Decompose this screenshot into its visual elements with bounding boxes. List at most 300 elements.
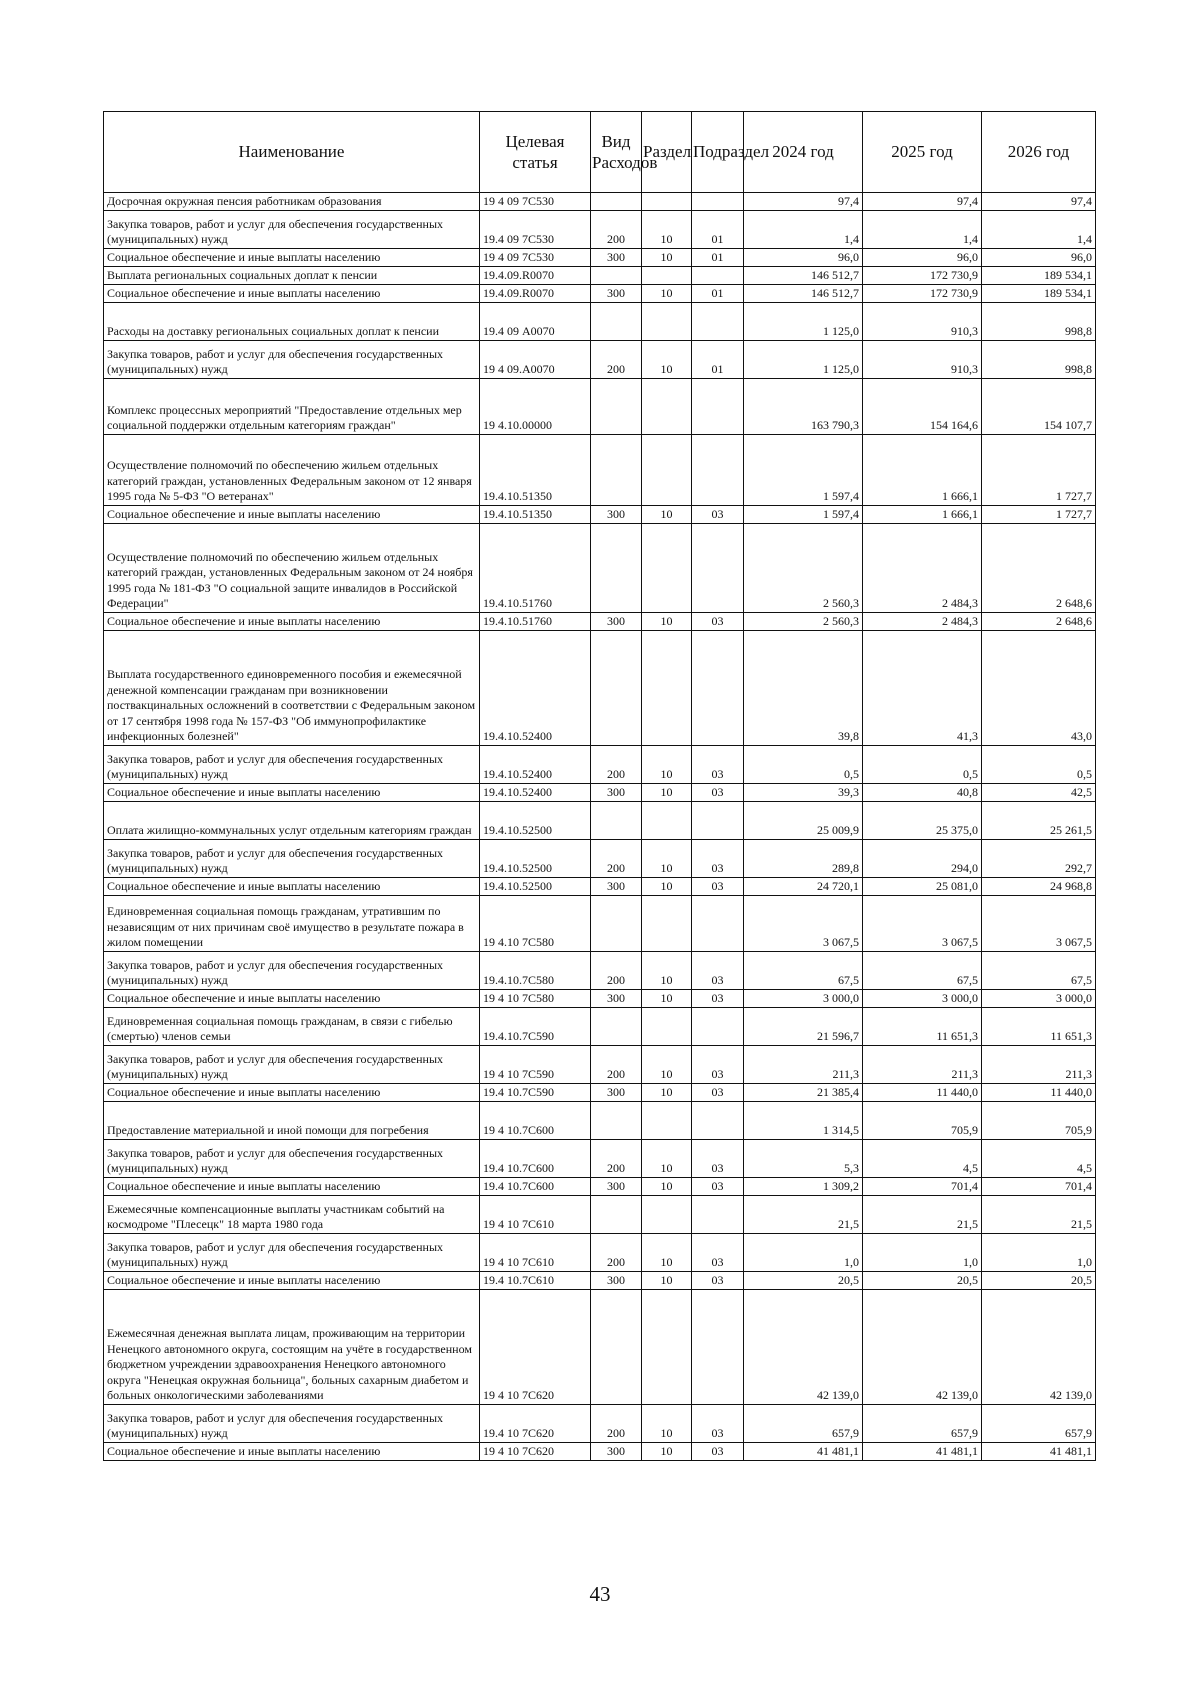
cell-2024: 97,4 <box>744 193 863 211</box>
cell-section: 10 <box>642 840 692 878</box>
cell-target-article: 19.4 09 А0070 <box>480 303 591 341</box>
cell-2026: 154 107,7 <box>982 379 1096 435</box>
cell-section: 10 <box>642 1405 692 1443</box>
table-row <box>104 249 1096 267</box>
cell-2024: 1 125,0 <box>744 341 863 379</box>
cell-2025: 705,9 <box>863 1102 982 1140</box>
cell-2026: 1 727,7 <box>982 435 1096 506</box>
cell-name: Выплата региональных социальных доплат к пенсии <box>104 267 480 285</box>
cell-expense-type <box>591 267 642 285</box>
table-row <box>104 506 1096 524</box>
cell-section: 10 <box>642 1140 692 1178</box>
cell-2025: 25 375,0 <box>863 802 982 840</box>
cell-2024: 211,3 <box>744 1046 863 1084</box>
cell-section <box>642 631 692 746</box>
table-row <box>104 1178 1096 1196</box>
table-row <box>104 1234 1096 1272</box>
cell-expense-type: 300 <box>591 990 642 1008</box>
cell-2025: 154 164,6 <box>863 379 982 435</box>
cell-name: Закупка товаров, работ и услуг для обеспечения государственных (муниципальных) нужд <box>104 1140 480 1178</box>
cell-target-article: 19 4 10 7С610 <box>480 1234 591 1272</box>
table-row <box>104 1196 1096 1234</box>
cell-target-article: 19.4.10.51350 <box>480 506 591 524</box>
cell-2026: 43,0 <box>982 631 1096 746</box>
cell-target-article: 19.4.10.52400 <box>480 784 591 802</box>
cell-section: 10 <box>642 1178 692 1196</box>
cell-2025: 172 730,9 <box>863 267 982 285</box>
cell-name: Закупка товаров, работ и услуг для обеспечения государственных (муниципальных) нужд <box>104 341 480 379</box>
cell-expense-type: 200 <box>591 341 642 379</box>
cell-name: Социальное обеспечение и иные выплаты населению <box>104 1272 480 1290</box>
table-row <box>104 1272 1096 1290</box>
cell-target-article: 19.4 10.7С590 <box>480 1084 591 1102</box>
cell-expense-type: 300 <box>591 878 642 896</box>
cell-2025: 11 651,3 <box>863 1008 982 1046</box>
cell-target-article: 19 4 09.А0070 <box>480 341 591 379</box>
cell-target-article: 19 4 10 7С610 <box>480 1196 591 1234</box>
header-row <box>104 112 1096 193</box>
cell-2024: 1 314,5 <box>744 1102 863 1140</box>
cell-subsection: 03 <box>692 878 744 896</box>
cell-name: Ежемесячные компенсационные выплаты участникам событий на космодроме "Плесецк" 18 марта 1980 года <box>104 1196 480 1234</box>
cell-target-article: 19.4 09 7С530 <box>480 211 591 249</box>
cell-name: Осуществление полномочий по обеспечению жильем отдельных категорий граждан, установленных Федеральным законом от 12 января 1995 года № 5-ФЗ "О ветеранах" <box>104 435 480 506</box>
cell-2025: 2 484,3 <box>863 524 982 613</box>
cell-name: Социальное обеспечение и иные выплаты населению <box>104 784 480 802</box>
cell-2024: 146 512,7 <box>744 267 863 285</box>
table-row <box>104 211 1096 249</box>
cell-2024: 0,5 <box>744 746 863 784</box>
cell-name: Социальное обеспечение и иные выплаты населению <box>104 878 480 896</box>
cell-subsection <box>692 802 744 840</box>
cell-expense-type <box>591 193 642 211</box>
cell-expense-type <box>591 379 642 435</box>
cell-name: Социальное обеспечение и иные выплаты населению <box>104 285 480 303</box>
table-row <box>104 613 1096 631</box>
cell-2025: 910,3 <box>863 341 982 379</box>
cell-2025: 910,3 <box>863 303 982 341</box>
cell-section <box>642 896 692 952</box>
cell-target-article: 19 4.10 7С580 <box>480 896 591 952</box>
cell-name: Оплата жилищно-коммунальных услуг отдельным категориям граждан <box>104 802 480 840</box>
header-2025: 2025 год <box>863 112 982 193</box>
cell-expense-type <box>591 1102 642 1140</box>
cell-2024: 42 139,0 <box>744 1290 863 1405</box>
cell-2024: 1,4 <box>744 211 863 249</box>
cell-2026: 20,5 <box>982 1272 1096 1290</box>
cell-subsection <box>692 1008 744 1046</box>
header-section: Раздел <box>642 112 692 193</box>
cell-subsection: 03 <box>692 1234 744 1272</box>
cell-section: 10 <box>642 341 692 379</box>
cell-subsection: 03 <box>692 506 744 524</box>
cell-expense-type: 200 <box>591 1234 642 1272</box>
cell-2026: 11 651,3 <box>982 1008 1096 1046</box>
table-row <box>104 896 1096 952</box>
cell-2024: 21 596,7 <box>744 1008 863 1046</box>
cell-expense-type <box>591 303 642 341</box>
cell-2024: 146 512,7 <box>744 285 863 303</box>
cell-2025: 294,0 <box>863 840 982 878</box>
cell-expense-type <box>591 802 642 840</box>
cell-target-article: 19.4.10.52500 <box>480 802 591 840</box>
cell-target-article: 19.4.10.52500 <box>480 878 591 896</box>
page-number: 43 <box>589 1582 611 1606</box>
cell-subsection <box>692 1290 744 1405</box>
cell-expense-type: 200 <box>591 840 642 878</box>
table-row <box>104 746 1096 784</box>
cell-name: Досрочная окружная пенсия работникам образования <box>104 193 480 211</box>
cell-target-article: 19 4 10 7С620 <box>480 1290 591 1405</box>
table-row <box>104 1084 1096 1102</box>
cell-section: 10 <box>642 784 692 802</box>
cell-target-article: 19.4 10.7С600 <box>480 1178 591 1196</box>
cell-section: 10 <box>642 249 692 267</box>
cell-name: Закупка товаров, работ и услуг для обеспечения государственных (муниципальных) нужд <box>104 1405 480 1443</box>
cell-2024: 24 720,1 <box>744 878 863 896</box>
cell-expense-type <box>591 435 642 506</box>
cell-2026: 1,4 <box>982 211 1096 249</box>
table-row <box>104 267 1096 285</box>
cell-2024: 2 560,3 <box>744 613 863 631</box>
header-subsection: Подраздел <box>692 112 744 193</box>
cell-expense-type <box>591 1008 642 1046</box>
cell-section: 10 <box>642 613 692 631</box>
cell-2025: 40,8 <box>863 784 982 802</box>
header-2024: 2024 год <box>744 112 863 193</box>
cell-target-article: 19.4 10 7С620 <box>480 1405 591 1443</box>
cell-expense-type <box>591 524 642 613</box>
cell-target-article: 19 4 09 7С530 <box>480 249 591 267</box>
cell-2025: 1 666,1 <box>863 506 982 524</box>
cell-section <box>642 267 692 285</box>
cell-2025: 20,5 <box>863 1272 982 1290</box>
cell-expense-type: 200 <box>591 1140 642 1178</box>
cell-target-article: 19 4 09 7С530 <box>480 193 591 211</box>
cell-2026: 3 000,0 <box>982 990 1096 1008</box>
table-row <box>104 840 1096 878</box>
table-row <box>104 878 1096 896</box>
table-row <box>104 1140 1096 1178</box>
cell-section: 10 <box>642 506 692 524</box>
cell-expense-type: 300 <box>591 506 642 524</box>
cell-2025: 21,5 <box>863 1196 982 1234</box>
cell-name: Социальное обеспечение и иные выплаты населению <box>104 1178 480 1196</box>
cell-2026: 42 139,0 <box>982 1290 1096 1405</box>
cell-2026: 1,0 <box>982 1234 1096 1272</box>
cell-subsection <box>692 631 744 746</box>
cell-2025: 701,4 <box>863 1178 982 1196</box>
cell-subsection: 03 <box>692 1443 744 1461</box>
cell-section <box>642 1290 692 1405</box>
header-article: Целевая статья <box>480 112 591 193</box>
cell-name: Комплекс процессных мероприятий "Предоставление отдельных мер социальной поддержки отдельным категориям граждан" <box>104 379 480 435</box>
cell-expense-type: 200 <box>591 952 642 990</box>
cell-name: Социальное обеспечение и иные выплаты населению <box>104 613 480 631</box>
cell-section <box>642 1102 692 1140</box>
cell-2026: 701,4 <box>982 1178 1096 1196</box>
cell-subsection: 03 <box>692 1046 744 1084</box>
cell-2024: 2 560,3 <box>744 524 863 613</box>
cell-subsection: 03 <box>692 746 744 784</box>
cell-subsection: 01 <box>692 285 744 303</box>
table-row <box>104 379 1096 435</box>
cell-subsection: 03 <box>692 784 744 802</box>
cell-2025: 96,0 <box>863 249 982 267</box>
cell-expense-type: 300 <box>591 1272 642 1290</box>
cell-name: Социальное обеспечение и иные выплаты населению <box>104 249 480 267</box>
cell-2026: 67,5 <box>982 952 1096 990</box>
cell-subsection: 03 <box>692 1178 744 1196</box>
cell-target-article: 19.4.10.51760 <box>480 613 591 631</box>
cell-target-article: 19 4.10.00000 <box>480 379 591 435</box>
cell-2026: 41 481,1 <box>982 1443 1096 1461</box>
table-row <box>104 435 1096 506</box>
cell-expense-type: 300 <box>591 1084 642 1102</box>
cell-subsection: 01 <box>692 211 744 249</box>
cell-target-article: 19.4.09.R0070 <box>480 285 591 303</box>
cell-section: 10 <box>642 1046 692 1084</box>
cell-target-article: 19 4 10 7С590 <box>480 1046 591 1084</box>
cell-2026: 0,5 <box>982 746 1096 784</box>
cell-subsection: 03 <box>692 1084 744 1102</box>
cell-name: Социальное обеспечение и иные выплаты населению <box>104 506 480 524</box>
cell-name: Социальное обеспечение и иные выплаты населению <box>104 990 480 1008</box>
cell-section: 10 <box>642 878 692 896</box>
cell-subsection: 03 <box>692 1140 744 1178</box>
cell-2024: 96,0 <box>744 249 863 267</box>
cell-subsection: 03 <box>692 613 744 631</box>
cell-2024: 21 385,4 <box>744 1084 863 1102</box>
cell-2025: 42 139,0 <box>863 1290 982 1405</box>
cell-expense-type: 300 <box>591 1178 642 1196</box>
table-row <box>104 303 1096 341</box>
table-row <box>104 1405 1096 1443</box>
cell-2026: 998,8 <box>982 341 1096 379</box>
cell-subsection <box>692 1102 744 1140</box>
cell-section <box>642 379 692 435</box>
cell-section: 10 <box>642 990 692 1008</box>
cell-name: Закупка товаров, работ и услуг для обеспечения государственных (муниципальных) нужд <box>104 840 480 878</box>
cell-2025: 2 484,3 <box>863 613 982 631</box>
cell-section <box>642 524 692 613</box>
cell-2026: 211,3 <box>982 1046 1096 1084</box>
cell-2025: 1,0 <box>863 1234 982 1272</box>
cell-2024: 39,3 <box>744 784 863 802</box>
cell-2024: 1 597,4 <box>744 435 863 506</box>
cell-expense-type: 300 <box>591 613 642 631</box>
cell-2025: 0,5 <box>863 746 982 784</box>
cell-expense-type: 300 <box>591 1443 642 1461</box>
cell-2024: 1 125,0 <box>744 303 863 341</box>
cell-section: 10 <box>642 211 692 249</box>
cell-2024: 39,8 <box>744 631 863 746</box>
cell-2025: 3 000,0 <box>863 990 982 1008</box>
cell-name: Закупка товаров, работ и услуг для обеспечения государственных (муниципальных) нужд <box>104 952 480 990</box>
cell-target-article: 19.4 10.7С600 <box>480 1140 591 1178</box>
cell-2026: 4,5 <box>982 1140 1096 1178</box>
cell-2025: 211,3 <box>863 1046 982 1084</box>
cell-target-article: 19.4.10.52400 <box>480 631 591 746</box>
cell-2024: 163 790,3 <box>744 379 863 435</box>
cell-target-article: 19.4 10.7С610 <box>480 1272 591 1290</box>
cell-2024: 1 597,4 <box>744 506 863 524</box>
cell-2026: 292,7 <box>982 840 1096 878</box>
cell-name: Единовременная социальная помощь гражданам, в связи с гибелью (смертью) членов семьи <box>104 1008 480 1046</box>
cell-target-article: 19 4 10.7С600 <box>480 1102 591 1140</box>
cell-2025: 97,4 <box>863 193 982 211</box>
cell-expense-type: 200 <box>591 1405 642 1443</box>
cell-target-article: 19.4.10.51760 <box>480 524 591 613</box>
cell-section <box>642 802 692 840</box>
cell-name: Социальное обеспечение и иные выплаты населению <box>104 1443 480 1461</box>
cell-subsection: 03 <box>692 1272 744 1290</box>
cell-2024: 5,3 <box>744 1140 863 1178</box>
cell-2025: 1 666,1 <box>863 435 982 506</box>
cell-name: Осуществление полномочий по обеспечению жильем отдельных категорий граждан, установленных Федеральным законом от 24 ноября 1995 года № 181-ФЗ "О социальной защите инвалидов в Российской Федерации" <box>104 524 480 613</box>
table-row <box>104 631 1096 746</box>
cell-subsection <box>692 1196 744 1234</box>
cell-2025: 67,5 <box>863 952 982 990</box>
cell-name: Единовременная социальная помощь гражданам, утратившим по независящим от них причинам своё имущество в результате пожара в жилом помещении <box>104 896 480 952</box>
cell-expense-type: 300 <box>591 285 642 303</box>
cell-2026: 998,8 <box>982 303 1096 341</box>
cell-name: Выплата государственного единовременного пособия и ежемесячной денежной компенсации гражданам при возникновении поствакцинальных осложнений в соответствии с Федеральным законом от 17 сентября 1998 года № 157-ФЗ "Об иммунопрофилактике инфекционных болезней" <box>104 631 480 746</box>
cell-subsection: 03 <box>692 990 744 1008</box>
cell-section: 10 <box>642 1084 692 1102</box>
cell-target-article: 19 4 10 7С580 <box>480 990 591 1008</box>
table-row <box>104 952 1096 990</box>
cell-section: 10 <box>642 1443 692 1461</box>
cell-name: Закупка товаров, работ и услуг для обеспечения государственных (муниципальных) нужд <box>104 211 480 249</box>
cell-2026: 21,5 <box>982 1196 1096 1234</box>
cell-expense-type <box>591 631 642 746</box>
cell-2026: 42,5 <box>982 784 1096 802</box>
cell-2026: 189 534,1 <box>982 285 1096 303</box>
cell-expense-type <box>591 896 642 952</box>
cell-target-article: 19.4.10.7С580 <box>480 952 591 990</box>
cell-name: Ежемесячная денежная выплата лицам, проживающим на территории Ненецкого автономного округа, состоящим на учёте в государственном бюджетном учреждении здравоохранения Ненецкого автономного округа "Ненецкая окружная больница", больных сахарным диабетом и больных онкологическими заболеваниями <box>104 1290 480 1405</box>
cell-section: 10 <box>642 1272 692 1290</box>
cell-subsection <box>692 303 744 341</box>
cell-target-article: 19.4.09.R0070 <box>480 267 591 285</box>
table-row <box>104 1290 1096 1405</box>
cell-2026: 1 727,7 <box>982 506 1096 524</box>
cell-2024: 67,5 <box>744 952 863 990</box>
cell-2025: 41 481,1 <box>863 1443 982 1461</box>
cell-subsection <box>692 193 744 211</box>
cell-2024: 657,9 <box>744 1405 863 1443</box>
cell-name: Предоставление материальной и иной помощи для погребения <box>104 1102 480 1140</box>
cell-subsection <box>692 524 744 613</box>
cell-2025: 11 440,0 <box>863 1084 982 1102</box>
cell-section: 10 <box>642 1234 692 1272</box>
cell-target-article: 19.4.10.51350 <box>480 435 591 506</box>
budget-table <box>103 111 1096 1461</box>
cell-expense-type: 300 <box>591 784 642 802</box>
cell-subsection: 03 <box>692 952 744 990</box>
table-row <box>104 285 1096 303</box>
table-row <box>104 524 1096 613</box>
table-row <box>104 193 1096 211</box>
cell-subsection: 03 <box>692 1405 744 1443</box>
cell-expense-type: 200 <box>591 211 642 249</box>
cell-2025: 3 067,5 <box>863 896 982 952</box>
table-row <box>104 784 1096 802</box>
cell-2026: 96,0 <box>982 249 1096 267</box>
cell-section <box>642 1008 692 1046</box>
cell-expense-type: 200 <box>591 1046 642 1084</box>
table-row <box>104 802 1096 840</box>
cell-2025: 4,5 <box>863 1140 982 1178</box>
cell-2024: 25 009,9 <box>744 802 863 840</box>
cell-subsection: 03 <box>692 840 744 878</box>
table-row <box>104 1008 1096 1046</box>
cell-2024: 1 309,2 <box>744 1178 863 1196</box>
cell-expense-type <box>591 1196 642 1234</box>
cell-2026: 3 067,5 <box>982 896 1096 952</box>
cell-target-article: 19.4.10.7С590 <box>480 1008 591 1046</box>
cell-section <box>642 435 692 506</box>
cell-2024: 3 067,5 <box>744 896 863 952</box>
cell-name: Расходы на доставку региональных социальных доплат к пенсии <box>104 303 480 341</box>
table-row <box>104 1046 1096 1084</box>
cell-2026: 97,4 <box>982 193 1096 211</box>
table-body <box>104 193 1096 1461</box>
cell-section: 10 <box>642 746 692 784</box>
cell-section <box>642 303 692 341</box>
cell-2024: 20,5 <box>744 1272 863 1290</box>
table-row <box>104 990 1096 1008</box>
cell-2026: 11 440,0 <box>982 1084 1096 1102</box>
cell-expense-type: 300 <box>591 249 642 267</box>
cell-2026: 2 648,6 <box>982 524 1096 613</box>
cell-subsection <box>692 379 744 435</box>
cell-name: Социальное обеспечение и иные выплаты населению <box>104 1084 480 1102</box>
header-2026: 2026 год <box>982 112 1096 193</box>
cell-2024: 21,5 <box>744 1196 863 1234</box>
cell-expense-type: 200 <box>591 746 642 784</box>
cell-2024: 3 000,0 <box>744 990 863 1008</box>
cell-2025: 41,3 <box>863 631 982 746</box>
cell-2025: 1,4 <box>863 211 982 249</box>
cell-2025: 25 081,0 <box>863 878 982 896</box>
cell-subsection <box>692 435 744 506</box>
cell-section <box>642 1196 692 1234</box>
cell-name: Закупка товаров, работ и услуг для обеспечения государственных (муниципальных) нужд <box>104 1234 480 1272</box>
cell-2024: 41 481,1 <box>744 1443 863 1461</box>
cell-subsection: 01 <box>692 249 744 267</box>
cell-2026: 189 534,1 <box>982 267 1096 285</box>
cell-target-article: 19.4.10.52400 <box>480 746 591 784</box>
cell-2025: 172 730,9 <box>863 285 982 303</box>
cell-2024: 289,8 <box>744 840 863 878</box>
cell-section: 10 <box>642 285 692 303</box>
cell-expense-type <box>591 1290 642 1405</box>
cell-2026: 705,9 <box>982 1102 1096 1140</box>
cell-2026: 25 261,5 <box>982 802 1096 840</box>
cell-section: 10 <box>642 952 692 990</box>
cell-2025: 657,9 <box>863 1405 982 1443</box>
cell-2026: 657,9 <box>982 1405 1096 1443</box>
cell-subsection: 01 <box>692 341 744 379</box>
header-name: Наименование <box>104 112 480 193</box>
table-row <box>104 1102 1096 1140</box>
cell-name: Закупка товаров, работ и услуг для обеспечения государственных (муниципальных) нужд <box>104 746 480 784</box>
cell-2024: 1,0 <box>744 1234 863 1272</box>
table-row <box>104 1443 1096 1461</box>
cell-target-article: 19 4 10 7С620 <box>480 1443 591 1461</box>
